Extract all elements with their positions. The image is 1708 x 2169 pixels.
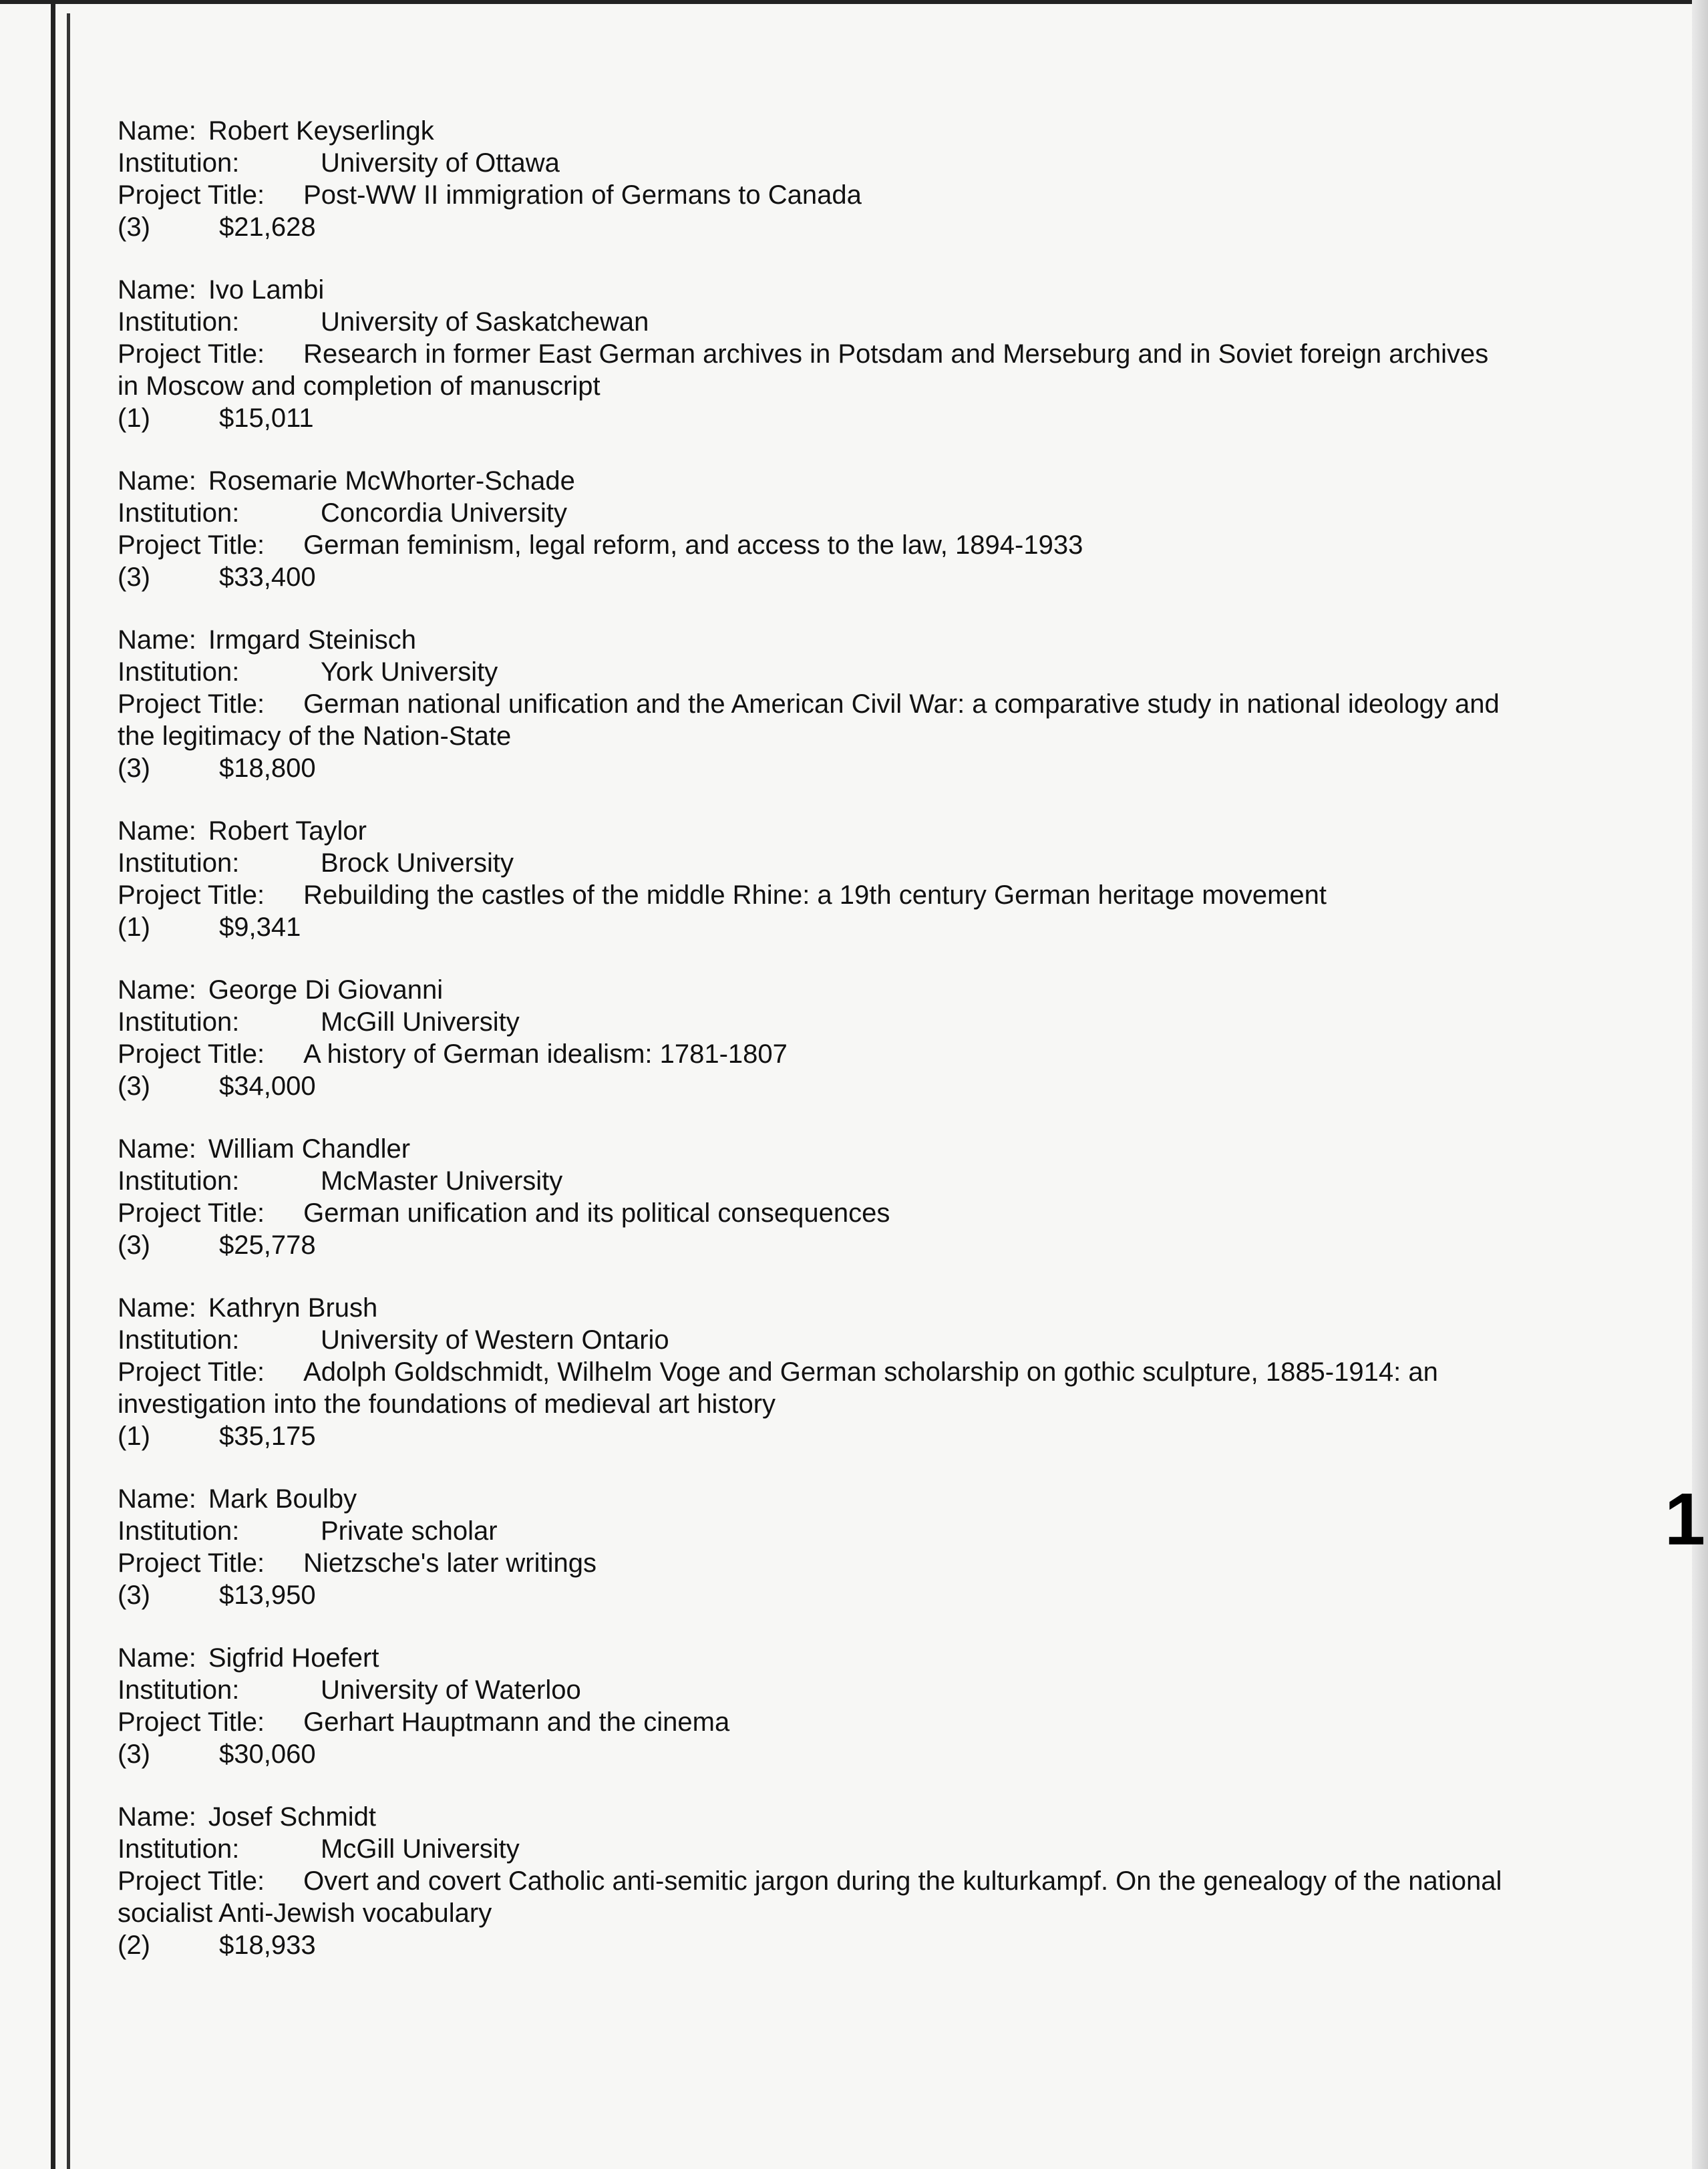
institution-label: Institution: [118, 1007, 240, 1037]
institution-line [118, 497, 1507, 529]
award-amount: $21,628 [219, 212, 316, 242]
institution-label: Institution: [118, 1675, 240, 1705]
name-line [118, 274, 1507, 306]
award-line [118, 752, 1507, 784]
grant-list [118, 115, 1507, 1992]
grant-entry [118, 1483, 1507, 1611]
award-amount: $30,060 [219, 1739, 316, 1769]
recipient-name: Mark Boulby [208, 1484, 357, 1514]
institution-label: Institution: [118, 1516, 240, 1546]
name-label: Name: [118, 975, 196, 1005]
award-amount: $15,011 [219, 403, 314, 433]
award-amount: $33,400 [219, 562, 316, 592]
project-title-line [118, 688, 1507, 752]
award-code: (3) [118, 1230, 150, 1260]
name-line [118, 465, 1507, 497]
project-title-label: Project Title: [118, 689, 265, 719]
recipient-name: Kathryn Brush [208, 1293, 378, 1323]
recipient-name: William Chandler [208, 1134, 411, 1164]
grant-entry [118, 1292, 1507, 1452]
name-line [118, 1642, 1507, 1674]
name-label: Name: [118, 466, 196, 496]
award-line [118, 1579, 1507, 1611]
project-title-value: Post-WW II immigration of Germans to Canada [303, 180, 862, 210]
award-line [118, 402, 1507, 434]
institution-line [118, 1006, 1507, 1038]
institution-line [118, 1833, 1507, 1865]
grant-entry [118, 974, 1507, 1102]
name-line [118, 1801, 1507, 1833]
institution-value: Brock University [321, 848, 514, 878]
institution-value: University of Saskatchewan [321, 307, 649, 337]
name-line [118, 1133, 1507, 1165]
name-line [118, 1483, 1507, 1515]
grant-entry [118, 274, 1507, 434]
institution-label: Institution: [118, 657, 240, 687]
project-title-value: A history of German idealism: 1781-1807 [303, 1039, 788, 1069]
institution-value: McGill University [321, 1007, 520, 1037]
award-amount: $18,933 [219, 1931, 316, 1960]
institution-value: Private scholar [321, 1516, 498, 1546]
award-amount: $34,000 [219, 1071, 316, 1101]
institution-line [118, 306, 1507, 338]
project-title-label: Project Title: [118, 880, 265, 910]
award-code: (2) [118, 1931, 150, 1960]
award-line [118, 561, 1507, 593]
award-amount: $9,341 [219, 912, 301, 942]
name-line [118, 624, 1507, 656]
institution-label: Institution: [118, 307, 240, 337]
institution-label: Institution: [118, 1325, 240, 1355]
institution-label: Institution: [118, 848, 240, 878]
award-line [118, 911, 1507, 943]
institution-value: University of Western Ontario [321, 1325, 669, 1355]
award-amount: $25,778 [219, 1230, 316, 1260]
award-code: (3) [118, 1580, 150, 1610]
grant-entry [118, 115, 1507, 243]
name-label: Name: [118, 625, 196, 655]
institution-value: York University [321, 657, 498, 687]
institution-line [118, 147, 1507, 179]
top-border-rule [0, 0, 1708, 4]
project-title-label: Project Title: [118, 1357, 265, 1387]
project-title-line [118, 179, 1507, 211]
recipient-name: Robert Taylor [208, 816, 367, 846]
project-title-line [118, 338, 1507, 402]
institution-line [118, 1515, 1507, 1547]
project-title-label: Project Title: [118, 530, 265, 560]
name-label: Name: [118, 1293, 196, 1323]
project-title-value: German national unification and the American Civil War: a comparative study in national ideology and the legitimacy of the Nation-State [118, 689, 1500, 751]
left-binding-rule [51, 0, 55, 2169]
award-line [118, 211, 1507, 243]
award-line [118, 1738, 1507, 1770]
project-title-line [118, 1356, 1507, 1420]
project-title-line [118, 1038, 1507, 1070]
grant-entry [118, 465, 1507, 593]
recipient-name: Sigfrid Hoefert [208, 1643, 379, 1673]
name-line [118, 815, 1507, 847]
name-label: Name: [118, 116, 196, 146]
institution-label: Institution: [118, 1834, 240, 1864]
project-title-value: Adolph Goldschmidt, Wilhelm Voge and German scholarship on gothic sculpture, 1885-1914: an investigation into the foundations of medieval art history [118, 1357, 1438, 1419]
project-title-value: German feminism, legal reform, and access to the law, 1894-1933 [303, 530, 1083, 560]
institution-value: University of Waterloo [321, 1675, 581, 1705]
project-title-label: Project Title: [118, 1198, 265, 1228]
institution-line [118, 1165, 1507, 1197]
project-title-label: Project Title: [118, 339, 265, 369]
award-code: (3) [118, 754, 150, 783]
project-title-label: Project Title: [118, 1039, 265, 1069]
award-line [118, 1420, 1507, 1452]
name-line [118, 1292, 1507, 1324]
institution-value: McGill University [321, 1834, 520, 1864]
recipient-name: Robert Keyserlingk [208, 116, 434, 146]
award-code: (1) [118, 403, 150, 433]
award-code: (3) [118, 562, 150, 592]
name-label: Name: [118, 1802, 196, 1832]
project-title-value: Nietzsche's later writings [303, 1548, 596, 1578]
name-line [118, 974, 1507, 1006]
project-title-label: Project Title: [118, 1548, 265, 1578]
institution-label: Institution: [118, 1166, 240, 1196]
project-title-line [118, 1706, 1507, 1738]
award-amount: $13,950 [219, 1580, 316, 1610]
right-page-edge [1692, 0, 1708, 2169]
grant-entry [118, 1133, 1507, 1261]
award-code: (1) [118, 1422, 150, 1451]
award-line [118, 1929, 1507, 1961]
award-code: (3) [118, 212, 150, 242]
project-title-line [118, 529, 1507, 561]
institution-line [118, 847, 1507, 879]
award-code: (3) [118, 1071, 150, 1101]
recipient-name: Josef Schmidt [208, 1802, 377, 1832]
institution-line [118, 1674, 1507, 1706]
name-label: Name: [118, 275, 196, 305]
award-line [118, 1070, 1507, 1102]
name-line [118, 115, 1507, 147]
institution-value: McMaster University [321, 1166, 563, 1196]
project-title-line [118, 1547, 1507, 1579]
project-title-value: Rebuilding the castles of the middle Rhine: a 19th century German heritage movement [303, 880, 1327, 910]
institution-line [118, 656, 1507, 688]
project-title-label: Project Title: [118, 1866, 265, 1896]
margin-page-mark: 1 [1664, 1478, 1705, 1560]
award-code: (3) [118, 1739, 150, 1769]
institution-label: Institution: [118, 498, 240, 528]
project-title-value: Gerhart Hauptmann and the cinema [303, 1707, 730, 1737]
recipient-name: George Di Giovanni [208, 975, 444, 1005]
grant-entry [118, 624, 1507, 784]
name-label: Name: [118, 1134, 196, 1164]
project-title-value: German unification and its political consequences [303, 1198, 890, 1228]
award-amount: $18,800 [219, 754, 316, 783]
project-title-value: Overt and covert Catholic anti-semitic jargon during the kulturkampf. On the genealogy of the national socialist Anti-Jewish vocabulary [118, 1866, 1502, 1928]
grant-entry [118, 1642, 1507, 1770]
project-title-line [118, 1197, 1507, 1229]
project-title-line [118, 879, 1507, 911]
project-title-label: Project Title: [118, 1707, 265, 1737]
award-line [118, 1229, 1507, 1261]
recipient-name: Rosemarie McWhorter-Schade [208, 466, 575, 496]
name-label: Name: [118, 816, 196, 846]
award-amount: $35,175 [219, 1422, 316, 1451]
institution-line [118, 1324, 1507, 1356]
project-title-line [118, 1865, 1507, 1929]
name-label: Name: [118, 1484, 196, 1514]
grant-entry [118, 815, 1507, 943]
left-binding-rule-inner [67, 13, 70, 2169]
institution-value: University of Ottawa [321, 148, 560, 178]
recipient-name: Irmgard Steinisch [208, 625, 417, 655]
award-code: (1) [118, 912, 150, 942]
grant-entry [118, 1801, 1507, 1961]
project-title-value: Research in former East German archives in Potsdam and Merseburg and in Soviet foreign archives in Moscow and completion of manuscript [118, 339, 1489, 401]
name-label: Name: [118, 1643, 196, 1673]
institution-value: Concordia University [321, 498, 568, 528]
project-title-label: Project Title: [118, 180, 265, 210]
institution-label: Institution: [118, 148, 240, 178]
recipient-name: Ivo Lambi [208, 275, 325, 305]
